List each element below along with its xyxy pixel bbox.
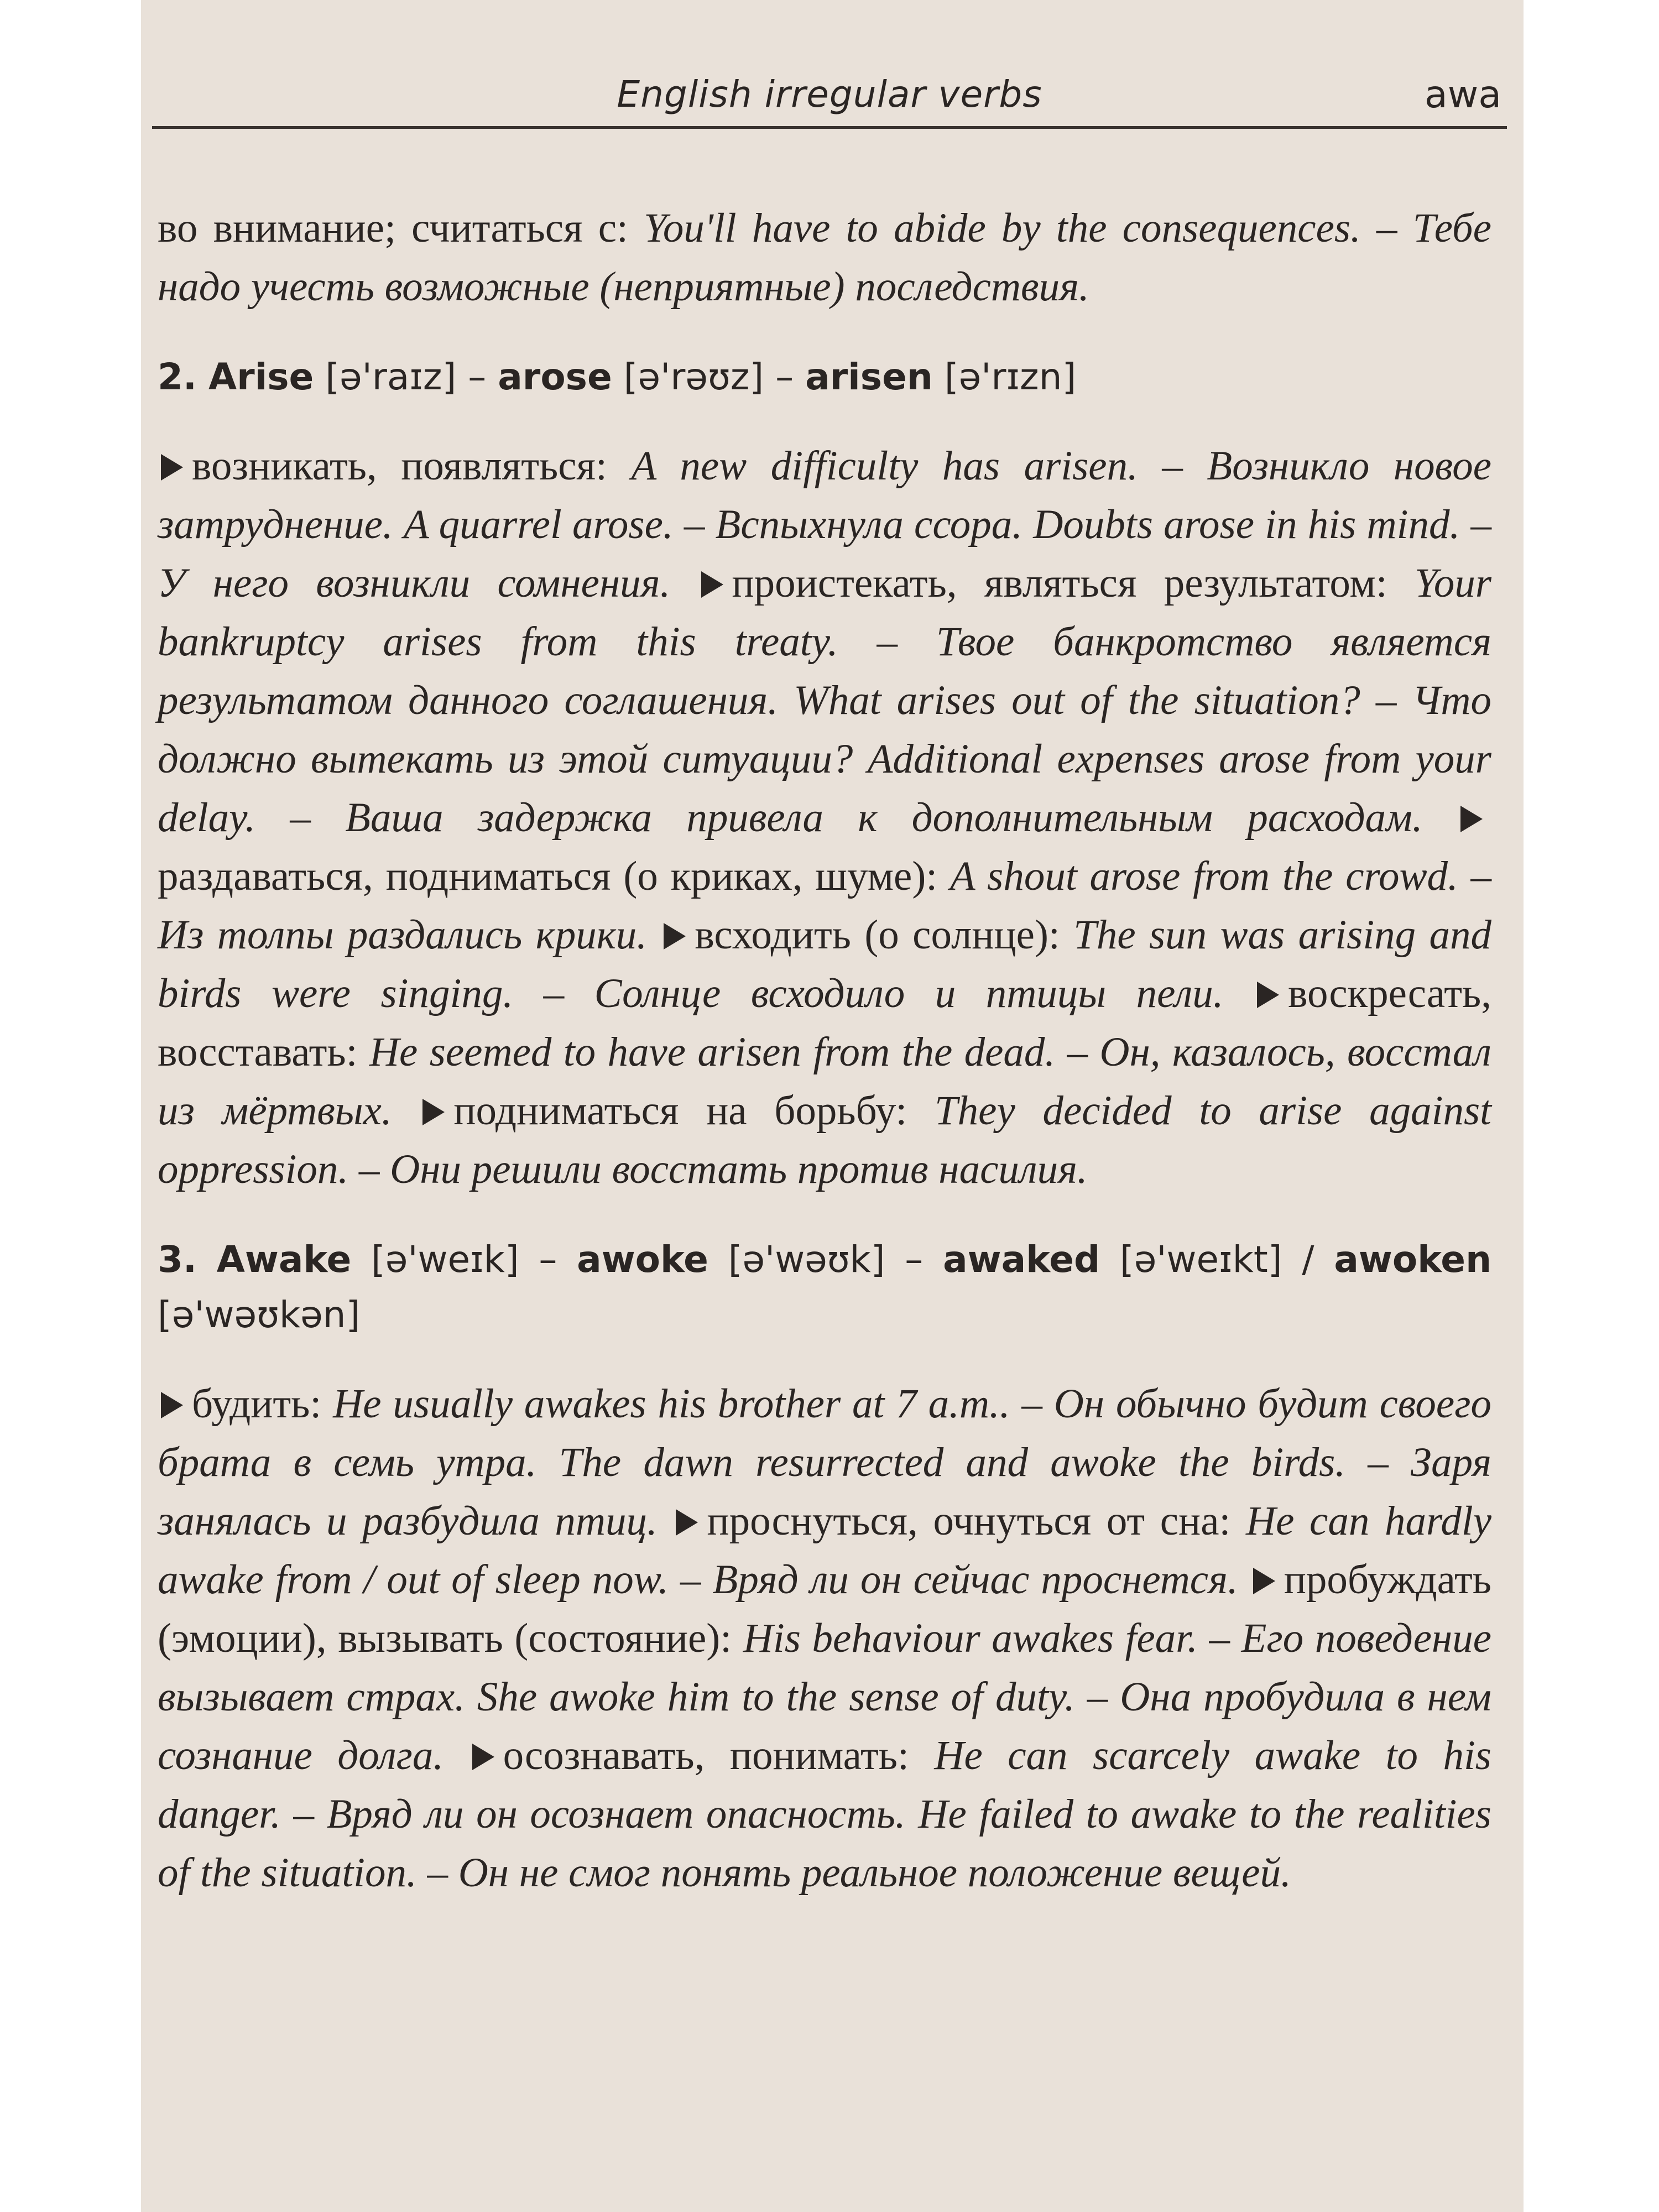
headword-past: awoke — [577, 1238, 708, 1281]
entry-number: 2. — [158, 356, 197, 398]
sense-example: He can scarcely awake to his danger. – Вряд ли он осознает опасность. He failed to awake to the realities of the situation. – Он не смог понять реальное положение вещей. — [158, 1733, 1491, 1896]
sense-definition: пробуждать (эмоции), вызывать (состояние): — [158, 1557, 1491, 1661]
sense-definition: возникать, появляться: — [192, 443, 632, 489]
sense-example: He usually awakes his brother at 7 a.m.. – Он обычно будит своего брата в семь утра. The dawn resurrected and awoke the birds. – Заря занялась и разбудила птиц. — [158, 1381, 1491, 1544]
sense-example: A shout arose from the crowd. – Из толпы раздались крики. — [158, 853, 1492, 958]
headword-base: Arise — [208, 356, 314, 398]
sense-marker-icon — [664, 923, 686, 950]
sense-marker-icon — [701, 571, 723, 598]
ipa-participle: [ə'weɪkt] — [1120, 1238, 1282, 1281]
running-head — [152, 65, 1507, 129]
continuation-example: You'll have to abide by the consequences. – Тебе надо учесть возможные (неприятные) последствия. — [158, 205, 1492, 310]
continuation-definition: во внимание; считаться с: — [158, 205, 644, 251]
ipa-base: [ə'raɪz] — [325, 356, 457, 398]
entry-heading-arise: 2. Arise [ə'raɪz] – arose [ə'rəʊz] – arisen [ə'rɪzn] — [158, 356, 1077, 398]
continuation-paragraph — [158, 199, 1491, 316]
participle-separator: / — [1302, 1238, 1314, 1281]
sense-marker-icon — [676, 1509, 698, 1536]
headword-past: arose — [498, 356, 612, 398]
sense-example: He seemed to have arisen from the dead. – Он, казалось, восстал из мёртвых. — [158, 1029, 1491, 1134]
sense-example: They decided to arise against oppression. – Они решили восстать против насилия. — [158, 1088, 1491, 1192]
sense-example: He can hardly awake from / out of sleep now. – Вряд ли он сейчас проснется. — [158, 1498, 1492, 1603]
running-title: English irregular verbs — [617, 73, 1042, 116]
entry-heading-awake: 3. Awake [ə'weɪk] – awoke [ə'wəʊk] – awaked [ə'weɪkt] / awoken [ə'wəʊkən] — [158, 1238, 1492, 1336]
sense-definition: проистекать, являться результатом: — [732, 560, 1415, 606]
sense-example: A new difficulty has arisen. – Возникло новое затруднение. A quarrel arose. – Вспыхнула ссора. Doubts arose in his mind. – У него возникли сомнения. — [158, 443, 1491, 606]
sense-marker-icon — [161, 454, 183, 481]
sense-marker-icon — [422, 1099, 445, 1125]
ipa-base: [ə'weɪk] — [371, 1238, 519, 1281]
sense-marker-icon — [1257, 982, 1279, 1008]
sense-definition: воскресать, восставать: — [158, 971, 1492, 1075]
sense-example: The sun was arising and birds were singing. – Солнце всходило и птицы пели. — [158, 912, 1492, 1016]
ipa-participle: [ə'rɪzn] — [944, 356, 1077, 398]
sense-example: His behaviour awakes fear. – Его поведение вызывает страх. She awoke him to the sense of duty. – Она пробудила в нем сознание долга. — [158, 1615, 1491, 1778]
sense-marker-icon — [1253, 1568, 1275, 1594]
headword-participle: awaked — [943, 1238, 1100, 1281]
sense-example: Your bankruptcy arises from this treaty. – Твое банкротство является результатом данного соглашения. What arises out of the situation? – Что должно вытекать из этой ситуации? Additional expenses arose from your delay. – Ваша задержка привела к дополнительным расходам. — [158, 560, 1492, 841]
entry-body-arise — [158, 437, 1491, 1199]
headword-participle-alt: awoken — [1334, 1238, 1492, 1281]
entry-body-awake — [158, 1375, 1491, 1902]
ipa-past: [ə'rəʊz] — [623, 356, 764, 398]
dictionary-page — [141, 0, 1524, 2212]
ipa-past: [ə'wəʊk] — [728, 1238, 885, 1281]
ipa-participle-alt: [ə'wəʊkən] — [158, 1293, 361, 1336]
sense-definition: всходить (о солнце): — [695, 912, 1074, 958]
guide-word: awa — [1425, 73, 1501, 117]
sense-marker-icon — [161, 1392, 183, 1418]
sense-definition: раздаваться, подниматься (о криках, шуме): — [158, 853, 950, 899]
headword-participle: arisen — [805, 356, 933, 398]
headword-base: Awake — [216, 1238, 352, 1281]
page-body — [158, 199, 1491, 1902]
sense-definition: будить: — [192, 1381, 333, 1427]
entry-number: 3. — [158, 1238, 197, 1281]
sense-marker-icon — [1460, 806, 1483, 832]
sense-definition: осознавать, понимать: — [503, 1733, 935, 1778]
sense-marker-icon — [472, 1744, 494, 1770]
sense-definition: проснуться, очнуться от сна: — [707, 1498, 1246, 1544]
sense-definition: подниматься на борьбу: — [453, 1088, 935, 1134]
